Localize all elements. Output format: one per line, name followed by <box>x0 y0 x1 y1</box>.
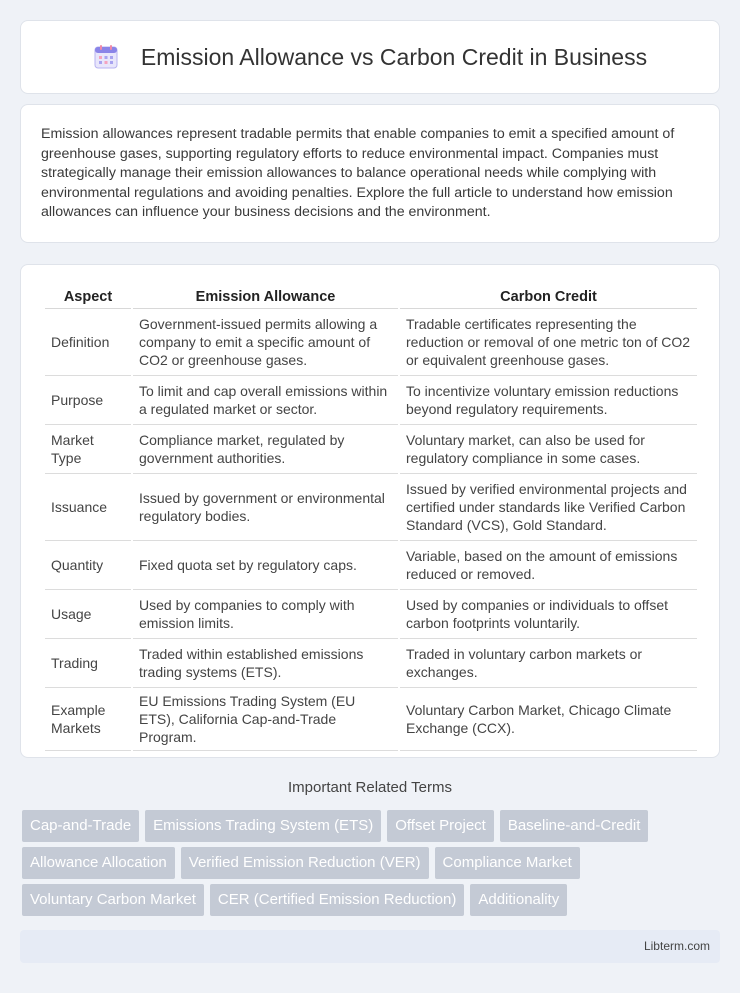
row-carbon-credit: Used by companies or individuals to offset carbon footprints voluntarily. <box>400 590 697 639</box>
footer-brand-link[interactable]: Libterm.com <box>643 939 710 953</box>
tag-emissions-trading-system[interactable]: Emissions Trading System (ETS) <box>145 810 381 842</box>
header-aspect: Aspect <box>45 285 131 309</box>
page-title: Emission Allowance vs Carbon Credit in Business <box>140 43 648 70</box>
row-aspect: Quantity <box>45 541 131 590</box>
tag-baseline-and-credit[interactable]: Baseline-and-Credit <box>500 810 649 842</box>
related-terms <box>22 810 722 921</box>
comparison-table <box>43 285 699 751</box>
row-aspect: Definition <box>45 309 131 376</box>
tag-cer[interactable]: CER (Certified Emission Reduction) <box>210 884 464 916</box>
related-terms-heading: Important Related Terms <box>288 779 452 796</box>
tag-cap-and-trade[interactable]: Cap-and-Trade <box>22 810 139 842</box>
table-row <box>45 376 697 425</box>
row-carbon-credit: Voluntary market, can also be used for regulatory compliance in some cases. <box>400 425 697 474</box>
tag-voluntary-carbon-market[interactable]: Voluntary Carbon Market <box>22 884 204 916</box>
table-row <box>45 474 697 541</box>
table-row <box>45 590 697 639</box>
row-aspect: Trading <box>45 639 131 688</box>
footer <box>20 930 720 963</box>
row-aspect: Purpose <box>45 376 131 425</box>
row-carbon-credit: To incentivize voluntary emission reductions beyond regulatory requirements. <box>400 376 697 425</box>
intro-text: Emission allowances represent tradable permits that enable companies to emit a specified amount of greenhouse gases, supporting regulatory efforts to reduce environmental impact. Companies must strategically manage their emission allowances to balance operational needs while complying with environmental regulations and avoiding penalties. Explore the full article to understand how emission allowances can influence your business decisions and the environment. <box>41 126 675 220</box>
row-carbon-credit: Traded in voluntary carbon markets or exchanges. <box>400 639 697 688</box>
table-row <box>45 541 697 590</box>
row-emission-allowance: Compliance market, regulated by government authorities. <box>133 425 398 474</box>
table-row <box>45 639 697 688</box>
tag-offset-project[interactable]: Offset Project <box>387 810 494 842</box>
tag-row <box>22 810 722 842</box>
row-carbon-credit: Voluntary Carbon Market, Chicago Climate Exchange (CCX). <box>400 688 697 751</box>
calendar-icon <box>93 44 119 70</box>
row-emission-allowance: EU Emissions Trading System (EU ETS), California Cap-and-Trade Program. <box>133 688 398 751</box>
row-emission-allowance: Fixed quota set by regulatory caps. <box>133 541 398 590</box>
title-card <box>20 20 720 94</box>
tag-row <box>22 847 722 879</box>
row-carbon-credit: Tradable certificates representing the reduction or removal of one metric ton of CO2 or equivalent greenhouse gases. <box>400 309 697 376</box>
row-carbon-credit: Issued by verified environmental projects and certified under standards like Verified Carbon Standard (VCS), Gold Standard. <box>400 474 697 541</box>
row-emission-allowance: To limit and cap overall emissions within a regulated market or sector. <box>133 376 398 425</box>
tag-row <box>22 884 722 916</box>
row-emission-allowance: Government-issued permits allowing a company to emit a specific amount of CO2 or greenhouse gases. <box>133 309 398 376</box>
table-row <box>45 425 697 474</box>
table-row <box>45 688 697 751</box>
table-row <box>45 309 697 376</box>
tag-additionality[interactable]: Additionality <box>470 884 567 916</box>
row-aspect: Market Type <box>45 425 131 474</box>
row-aspect: Issuance <box>45 474 131 541</box>
comparison-card <box>20 264 720 758</box>
row-aspect: Usage <box>45 590 131 639</box>
tag-verified-emission-reduction[interactable]: Verified Emission Reduction (VER) <box>181 847 429 879</box>
row-aspect: Example Markets <box>45 688 131 751</box>
intro-card <box>20 104 720 243</box>
row-carbon-credit: Variable, based on the amount of emissions reduced or removed. <box>400 541 697 590</box>
header-carbon-credit: Carbon Credit <box>400 285 697 309</box>
row-emission-allowance: Used by companies to comply with emission limits. <box>133 590 398 639</box>
row-emission-allowance: Issued by government or environmental regulatory bodies. <box>133 474 398 541</box>
tag-allowance-allocation[interactable]: Allowance Allocation <box>22 847 175 879</box>
header-emission-allowance: Emission Allowance <box>133 285 398 309</box>
tag-compliance-market[interactable]: Compliance Market <box>435 847 580 879</box>
table-header-row <box>45 285 697 309</box>
row-emission-allowance: Traded within established emissions trading systems (ETS). <box>133 639 398 688</box>
